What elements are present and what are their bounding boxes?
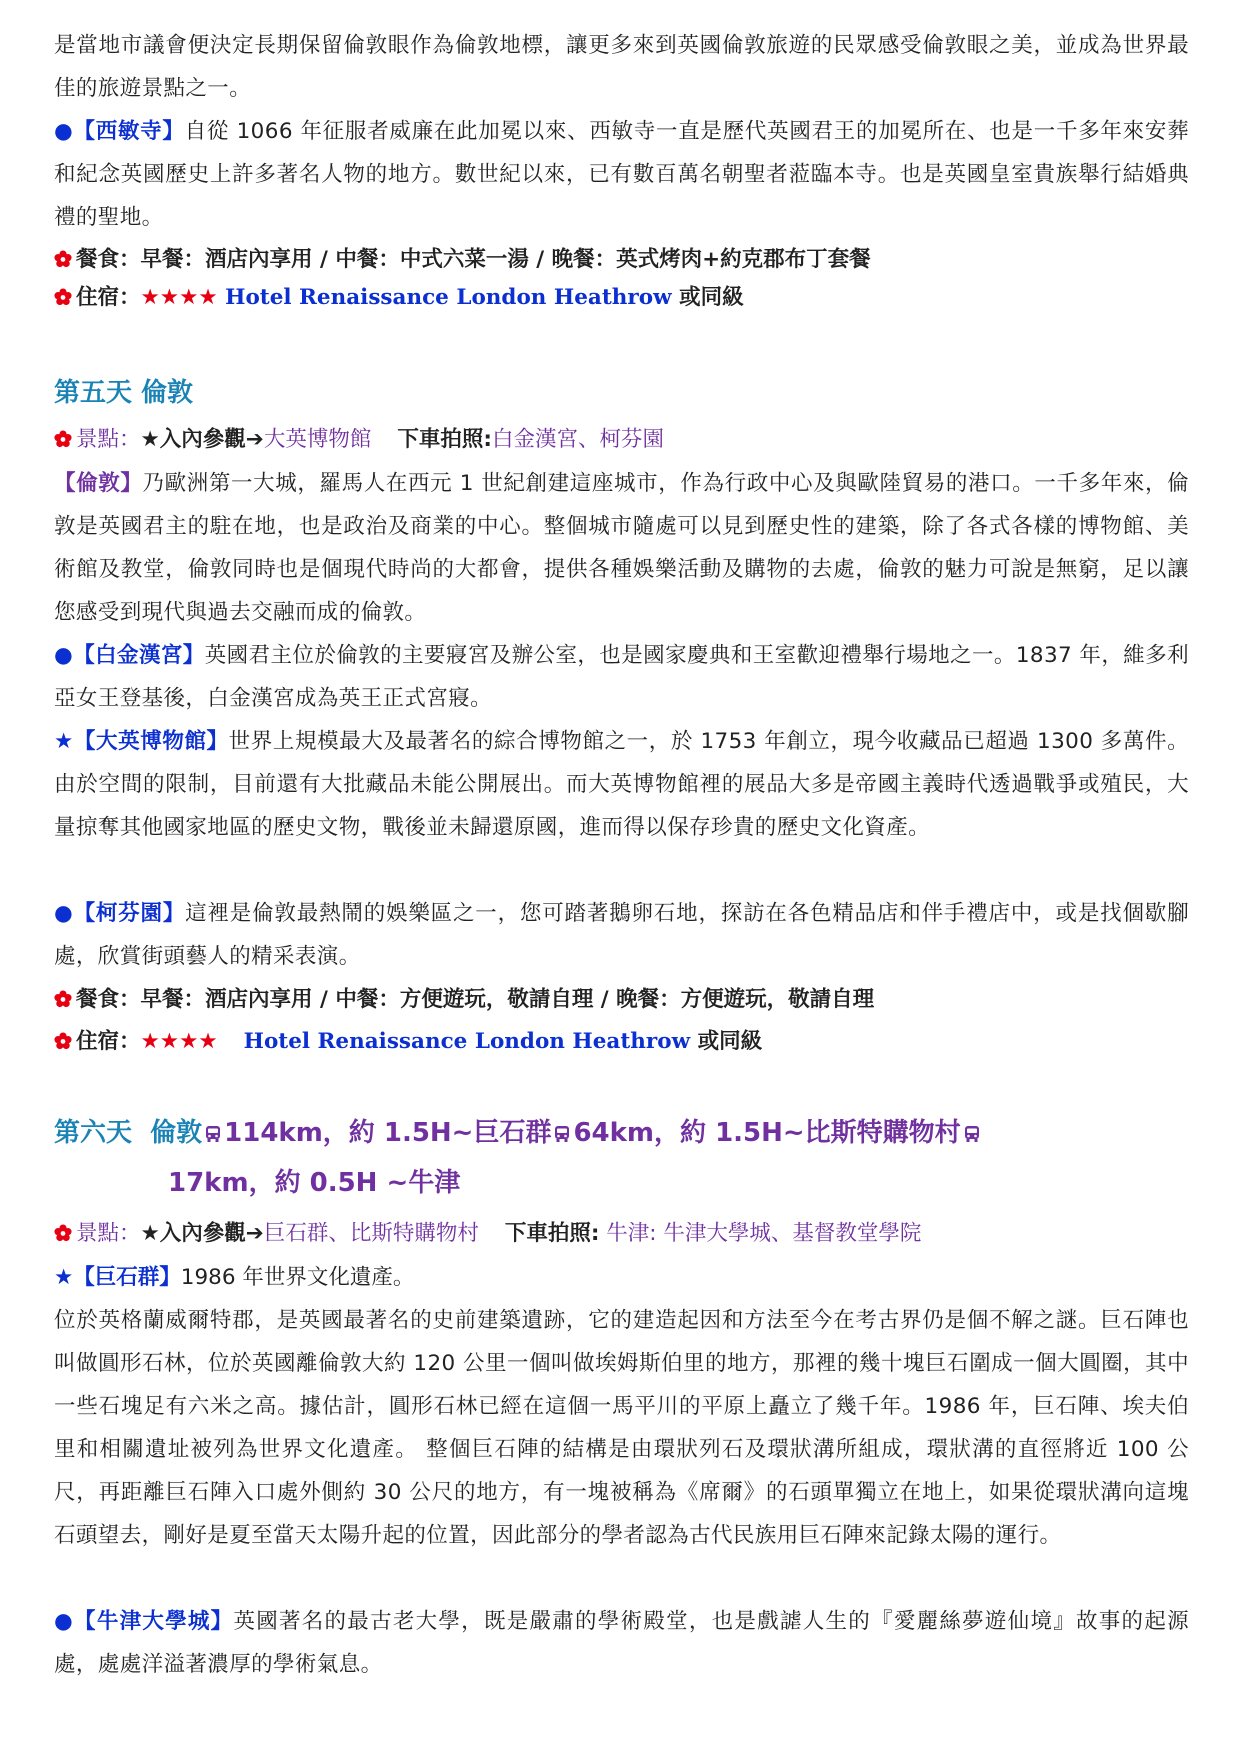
day5-hotel: [54, 1020, 1189, 1063]
bullet-icon: ●: [54, 901, 74, 926]
buckingham-text: 英國君主位於倫敦的主要寢宮及辦公室，也是國家慶典和王室歡迎禮舉行場地之一。1837 年，維多利亞女王登基後，白金漢宮成為英王正式宮寢。: [54, 643, 1189, 711]
westminster-title: 【西敏寺】: [73, 119, 185, 144]
day4-hotel-suffix: 或同級: [679, 285, 744, 310]
day6-enter-label: ★入內參觀➔: [140, 1221, 264, 1246]
day5-title: 第五天 倫敦: [54, 378, 194, 408]
london-title: 【倫敦】: [54, 471, 143, 496]
day4-hotel-name: Hotel Renaissance London Heathrow: [225, 285, 672, 310]
bullet-icon: ●: [54, 119, 74, 144]
day6-photo: 牛津: 牛津大學城、基督教堂學院: [606, 1221, 922, 1246]
bus-icon: [205, 1125, 221, 1143]
day4-meals: [54, 238, 1189, 281]
buckingham-title: 【白金漢宮】: [73, 643, 205, 668]
day5-enter: 大英博物館: [263, 427, 372, 452]
day5-sights: [54, 418, 1189, 461]
bus-icon: [964, 1125, 980, 1143]
oxford-text: 英國著名的最古老大學，既是嚴肅的學術殿堂，也是戲謔人生的『愛麗絲夢遊仙境』故事的起源處，處處洋溢著濃厚的學術氣息。: [54, 1609, 1189, 1677]
flower-icon: [54, 288, 72, 306]
stonehenge-paragraph: 位於英格蘭威爾特郡，是英國最著名的史前建築遺跡，它的建造起因和方法至今在考古界仍是個不解之謎。巨石陣也叫做圓形石林，位於英國離倫敦大約 120 公里一個叫做埃姆斯伯里的地方，那裡的幾十塊巨石圍成一個大圓圈，其中一些石塊足有六米之高。據估計，圓形石林已經在這個一馬平川的平原上矗立了幾千年。1986 年，巨石陣、埃夫伯里和相關遺址被列為世界文化遺產。 整個巨石陣的結構是由環狀列石及環狀溝所組成，環狀溝的直徑將近 100 公尺，再距離巨石陣入口處外側約 30 公尺的地方，有一塊被稱為《席爾》的石頭單獨立在地上，如果從環狀溝向這塊石頭望去，剛好是夏至當天太陽升起的位置，因此部分的學者認為古代民族用巨石陣來記錄太陽的運行。: [54, 1308, 1189, 1548]
flower-icon: [54, 990, 72, 1008]
covent-title: 【柯芬園】: [73, 901, 186, 926]
day6-enter: 巨石群、比斯特購物村: [263, 1221, 479, 1246]
london-paragraph: [54, 462, 1189, 634]
flower-icon: [54, 430, 72, 448]
museum-text: 世界上規模最大及最著名的綜合博物館之一，於 1753 年創立，現今收藏品已超過 1300 多萬件。由於空間的限制，目前還有大批藏品未能公開展出。而大英博物館裡的展品大多是帝國主義時代透過戰爭或殖民，大量掠奪其他國家地區的歷史文物，戰後並未歸還原國，進而得以保存珍貴的歷史文化資產。: [54, 729, 1189, 840]
star-icon: ★: [54, 729, 74, 754]
covent-paragraph: [54, 892, 1189, 978]
flower-icon: [54, 250, 72, 268]
stonehenge-heading: [54, 1256, 1189, 1299]
covent-text: 這裡是倫敦最熱鬧的娛樂區之一，您可踏著鵝卵石地，探訪在各色精品店和伴手禮店中，或是找個歇腳處，欣賞街頭藝人的精采表演。: [54, 901, 1189, 969]
day6-seg3: 17km，約 0.5H ~牛津: [168, 1168, 461, 1198]
day5-photo-label: 下車拍照:: [397, 427, 492, 452]
stonehenge-title: 【巨石群】: [73, 1265, 181, 1290]
day5-hotel-label: 住宿：: [76, 1029, 141, 1054]
day4-hotel-label: 住宿：: [76, 285, 141, 310]
day5-meals: [54, 978, 1189, 1021]
london-text: 乃歐洲第一大城，羅馬人在西元 1 世紀創建這座城市，作為行政中心及與歐陸貿易的港口。一千多年來，倫敦是英國君主的駐在地，也是政治及商業的中心。整個城市隨處可以見到歷史性的建築，除了各式各樣的博物館、美術館及教堂，倫敦同時也是個現代時尚的大都會，提供各種娛樂活動及購物的去處，倫敦的魅力可說是無窮，足以讓您感受到現代與過去交融而成的倫敦。: [54, 471, 1189, 625]
day5-hotel-suffix: 或同級: [697, 1029, 763, 1054]
museum-title: 【大英博物館】: [73, 729, 229, 754]
westminster-paragraph: [54, 110, 1189, 239]
day6-title-day: 第六天: [54, 1118, 133, 1148]
day6-seg2: 64km，約 1.5H~比斯特購物村: [573, 1118, 961, 1148]
intro-paragraph: 是當地市議會便決定長期保留倫敦眼作為倫敦地標，讓更多來到英國倫敦旅遊的民眾感受倫敦眼之美，並成為世界最佳的旅遊景點之一。: [54, 33, 1189, 101]
day6-photo-label: 下車拍照:: [504, 1221, 600, 1246]
bullet-icon: ●: [54, 1609, 75, 1634]
buckingham-paragraph: [54, 634, 1189, 720]
stonehenge-subtitle: 1986 年世界文化遺產。: [180, 1265, 415, 1290]
day6-sights-label: 景點：: [76, 1221, 141, 1246]
day4-meals-text: 餐食：早餐：酒店內享用 / 中餐：中式六菜一湯 / 晚餐：英式烤肉+約克郡布丁套餐: [76, 247, 871, 272]
day5-enter-label: ★入內參觀➔: [140, 427, 264, 452]
day6-sights: [54, 1212, 1189, 1255]
day6-seg1: 114km，約 1.5H~巨石群: [224, 1118, 552, 1148]
day5-hotel-stars: ★★★★: [140, 1029, 218, 1054]
bus-icon: [554, 1125, 570, 1143]
star-icon: ★: [54, 1265, 74, 1290]
day5-photo: 白金漢宮、柯芬園: [491, 427, 664, 452]
day6-title: [54, 1108, 983, 1158]
bullet-icon: ●: [54, 643, 74, 668]
oxford-title: 【牛津大學城】: [74, 1609, 234, 1634]
oxford-paragraph: [54, 1600, 1189, 1686]
day4-hotel: [54, 276, 1189, 319]
museum-paragraph: [54, 720, 1189, 849]
day4-hotel-stars: ★★★★: [140, 285, 218, 310]
day5-hotel-name: Hotel Renaissance London Heathrow: [243, 1029, 691, 1054]
flower-icon: [54, 1224, 72, 1242]
day6-city1: 倫敦: [150, 1118, 203, 1148]
flower-icon: [54, 1032, 72, 1050]
day5-meals-text: 餐食：早餐：酒店內享用 / 中餐：方便遊玩，敬請自理 / 晚餐：方便遊玩，敬請自理: [76, 987, 875, 1012]
day6-title-line2: [168, 1158, 460, 1208]
day5-sights-label: 景點：: [76, 427, 141, 452]
westminster-text: 自從 1066 年征服者威廉在此加冕以來、西敏寺一直是歷代英國君王的加冕所在、也是一千多年來安葬和紀念英國歷史上許多著名人物的地方。數世紀以來，已有數百萬名朝聖者蒞臨本寺。也是英國皇室貴族舉行結婚典禮的聖地。: [54, 119, 1189, 230]
